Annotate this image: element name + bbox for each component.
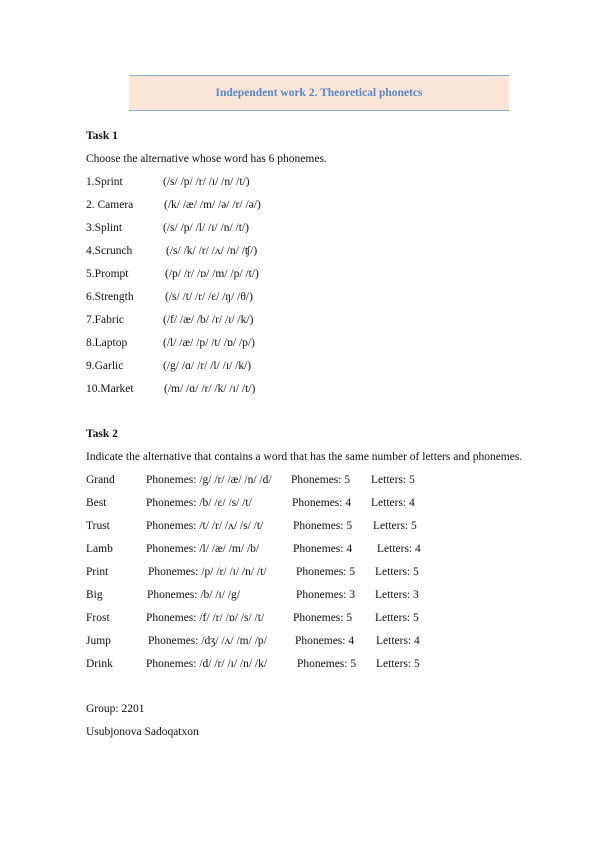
task1-heading: Task 1	[86, 130, 118, 142]
task1-phonemes: (/s/ /p/ /r/ /ɪ/ /n/ /t/)	[163, 176, 250, 188]
task2-phonemes: Phonemes: /g/ /r/ /æ/ /n/ /d/	[146, 474, 272, 486]
task2-phonemes: Phonemes: /p/ /r/ /ɪ/ /n/ /t/	[148, 566, 267, 578]
task2-phonemes: Phonemes: /t/ /r/ /ʌ/ /s/ /t/	[146, 520, 264, 532]
task1-word: 6.Strength	[86, 291, 134, 303]
task1-word: 2. Camera	[86, 199, 134, 211]
task1-instruction: Choose the alternative whose word has 6 phonemes.	[86, 153, 327, 165]
task1-word: 10.Market	[86, 383, 134, 395]
task2-word: Big	[86, 589, 103, 601]
task1-word: 9.Garlic	[86, 360, 124, 372]
task2-letter-count: Letters: 4	[371, 497, 415, 509]
task1-phonemes: (/s/ /k/ /r/ /ʌ/ /n/ /ʧ/)	[166, 245, 258, 257]
task2-letter-count: Letters: 5	[373, 520, 417, 532]
group-label: Group: 2201	[86, 703, 145, 715]
task2-instruction: Indicate the alternative that contains a word that has the same number of letters and phonemes.	[86, 451, 523, 463]
task2-letter-count: Letters: 5	[375, 612, 419, 624]
task2-phoneme-count: Phonemes: 4	[292, 497, 352, 509]
task2-letter-count: Letters: 3	[375, 589, 419, 601]
page-title: Independent work 2. Theoretical phonetcs	[215, 87, 423, 99]
task2-word: Lamb	[86, 543, 113, 555]
task1-word: 4.Scrunch	[86, 245, 133, 257]
task1-phonemes: (/k/ /æ/ /m/ /ə/ /r/ /ə/)	[164, 199, 261, 211]
task2-phonemes: Phonemes: /dʒ/ /ʌ/ /m/ /p/	[148, 635, 267, 647]
task2-word: Grand	[86, 474, 115, 486]
task2-phonemes: Phonemes: /l/ /æ/ /m/ /b/	[146, 543, 260, 555]
task2-phoneme-count: Phonemes: 5	[291, 474, 351, 486]
task2-letter-count: Letters: 4	[377, 543, 421, 555]
task1-word: 3.Splint	[86, 222, 123, 234]
task2-letter-count: Letters: 5	[376, 658, 420, 670]
task2-word: Best	[86, 497, 107, 509]
task2-word: Print	[86, 566, 109, 578]
task2-phoneme-count: Phonemes: 5	[296, 566, 356, 578]
task2-letter-count: Letters: 5	[371, 474, 415, 486]
task1-word: 5.Prompt	[86, 268, 129, 280]
task2-phoneme-count: Phonemes: 5	[293, 520, 353, 532]
task2-word: Frost	[86, 612, 110, 624]
author-name: Usubjonova Sadoqatxon	[86, 726, 199, 738]
task1-phonemes: (/g/ /ɑ/ /r/ /l/ /ɪ/ /k/)	[163, 360, 252, 372]
task1-word: 8.Laptop	[86, 337, 128, 349]
task2-phonemes: Phonemes: /d/ /r/ /ɪ/ /n/ /k/	[146, 658, 268, 670]
task2-phoneme-count: Phonemes: 3	[296, 589, 356, 601]
task1-word: 7.Fabric	[86, 314, 125, 326]
task2-phonemes: Phonemes: /b/ /ɪ/ /g/	[147, 589, 240, 601]
task2-phoneme-count: Phonemes: 4	[295, 635, 355, 647]
task2-word: Trust	[86, 520, 110, 532]
task2-phoneme-count: Phonemes: 4	[293, 543, 353, 555]
task2-word: Jump	[86, 635, 111, 647]
task2-phoneme-count: Phonemes: 5	[293, 612, 353, 624]
task2-heading: Task 2	[86, 428, 118, 440]
task1-phonemes: (/l/ /æ/ /p/ /t/ /ɒ/ /p/)	[163, 337, 255, 349]
task1-phonemes: (/s/ /p/ /l/ /ɪ/ /n/ /t/)	[163, 222, 249, 234]
title-banner	[129, 75, 509, 111]
task2-phonemes: Phonemes: /f/ /r/ /ɒ/ /s/ /t/	[146, 612, 265, 624]
task2-phonemes: Phonemes: /b/ /ɛ/ /s/ /t/	[146, 497, 252, 509]
task1-phonemes: (/s/ /t/ /r/ /ɛ/ /ŋ/ /θ/)	[165, 291, 253, 303]
task1-phonemes: (/f/ /æ/ /b/ /r/ /ɪ/ /k/)	[163, 314, 254, 326]
task1-phonemes: (/p/ /r/ /ɒ/ /m/ /p/ /t/)	[165, 268, 259, 280]
task1-phonemes: (/m/ /ɑ/ /r/ /k/ /ɪ/ /t/)	[164, 383, 256, 395]
task1-word: 1.Sprint	[86, 176, 123, 188]
task2-phoneme-count: Phonemes: 5	[297, 658, 357, 670]
task2-letter-count: Letters: 4	[376, 635, 420, 647]
task2-letter-count: Letters: 5	[375, 566, 419, 578]
task2-word: Drink	[86, 658, 113, 670]
